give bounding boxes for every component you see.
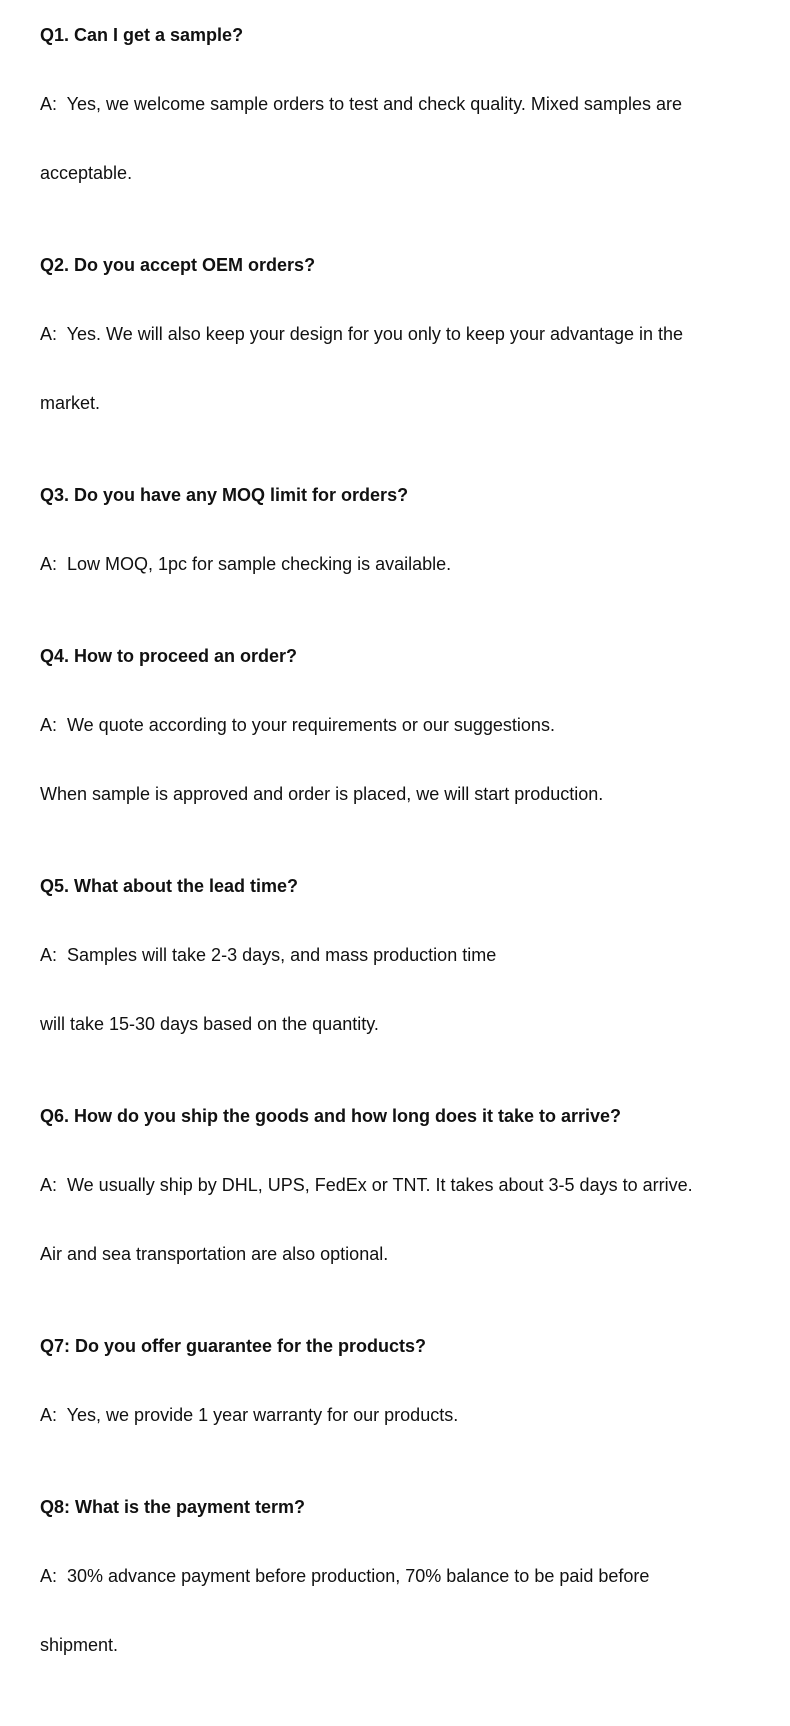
answer-q5 <box>40 898 770 1082</box>
question-q1: Q1. Can I get a sample? <box>40 25 244 45</box>
answer-q3 <box>40 507 770 622</box>
faq-item-q1 <box>40 24 770 231</box>
question-q8: Q8: What is the payment term? <box>40 1497 306 1517</box>
answer-q7-line-1: A: Yes, we provide 1 year warranty for our products. <box>40 1405 459 1425</box>
answer-q6-line-2: Air and sea transportation are also optional. <box>40 1244 389 1264</box>
question-q6: Q6. How do you ship the goods and how long does it take to arrive? <box>40 1106 622 1126</box>
answer-q1-line-1: A: Yes, we welcome sample orders to test and check quality. Mixed samples are <box>40 94 682 114</box>
faq-item-q3 <box>40 484 770 622</box>
answer-q8-line-1: A: 30% advance payment before production, 70% balance to be paid before <box>40 1566 650 1586</box>
faq-item-q7 <box>40 1335 770 1473</box>
question-q3: Q3. Do you have any MOQ limit for orders? <box>40 485 409 505</box>
faq-list <box>40 24 770 1726</box>
question-q4: Q4. How to proceed an order? <box>40 646 298 666</box>
answer-q2 <box>40 277 770 461</box>
answer-q4-line-2: When sample is approved and order is placed, we will start production. <box>40 784 604 804</box>
answer-q2-line-2: market. <box>40 393 101 413</box>
faq-item-q4 <box>40 645 770 852</box>
answer-q8-line-2: shipment. <box>40 1635 119 1655</box>
answer-q2-line-1: A: Yes. We will also keep your design for you only to keep your advantage in the <box>40 324 684 344</box>
answer-q1 <box>40 47 770 231</box>
answer-q5-line-2: will take 15-30 days based on the quantity. <box>40 1014 379 1034</box>
answer-q3-line-1: A: Low MOQ, 1pc for sample checking is available. <box>40 554 452 574</box>
faq-item-q6 <box>40 1105 770 1312</box>
question-q5: Q5. What about the lead time? <box>40 876 299 896</box>
faq-item-q5 <box>40 875 770 1082</box>
question-q2: Q2. Do you accept OEM orders? <box>40 255 316 275</box>
answer-q6-line-1: A: We usually ship by DHL, UPS, FedEx or TNT. It takes about 3-5 days to arrive. <box>40 1175 693 1195</box>
question-q7: Q7: Do you offer guarantee for the products? <box>40 1336 427 1356</box>
faq-item-q8 <box>40 1496 770 1703</box>
answer-q1-line-2: acceptable. <box>40 163 133 183</box>
answer-q7 <box>40 1358 770 1473</box>
faq-item-q2 <box>40 254 770 461</box>
answer-q4-line-1: A: We quote according to your requirements or our suggestions. <box>40 715 555 735</box>
answer-q5-line-1: A: Samples will take 2-3 days, and mass production time <box>40 945 497 965</box>
answer-q4 <box>40 668 770 852</box>
answer-q6 <box>40 1128 770 1312</box>
answer-q8 <box>40 1519 770 1703</box>
